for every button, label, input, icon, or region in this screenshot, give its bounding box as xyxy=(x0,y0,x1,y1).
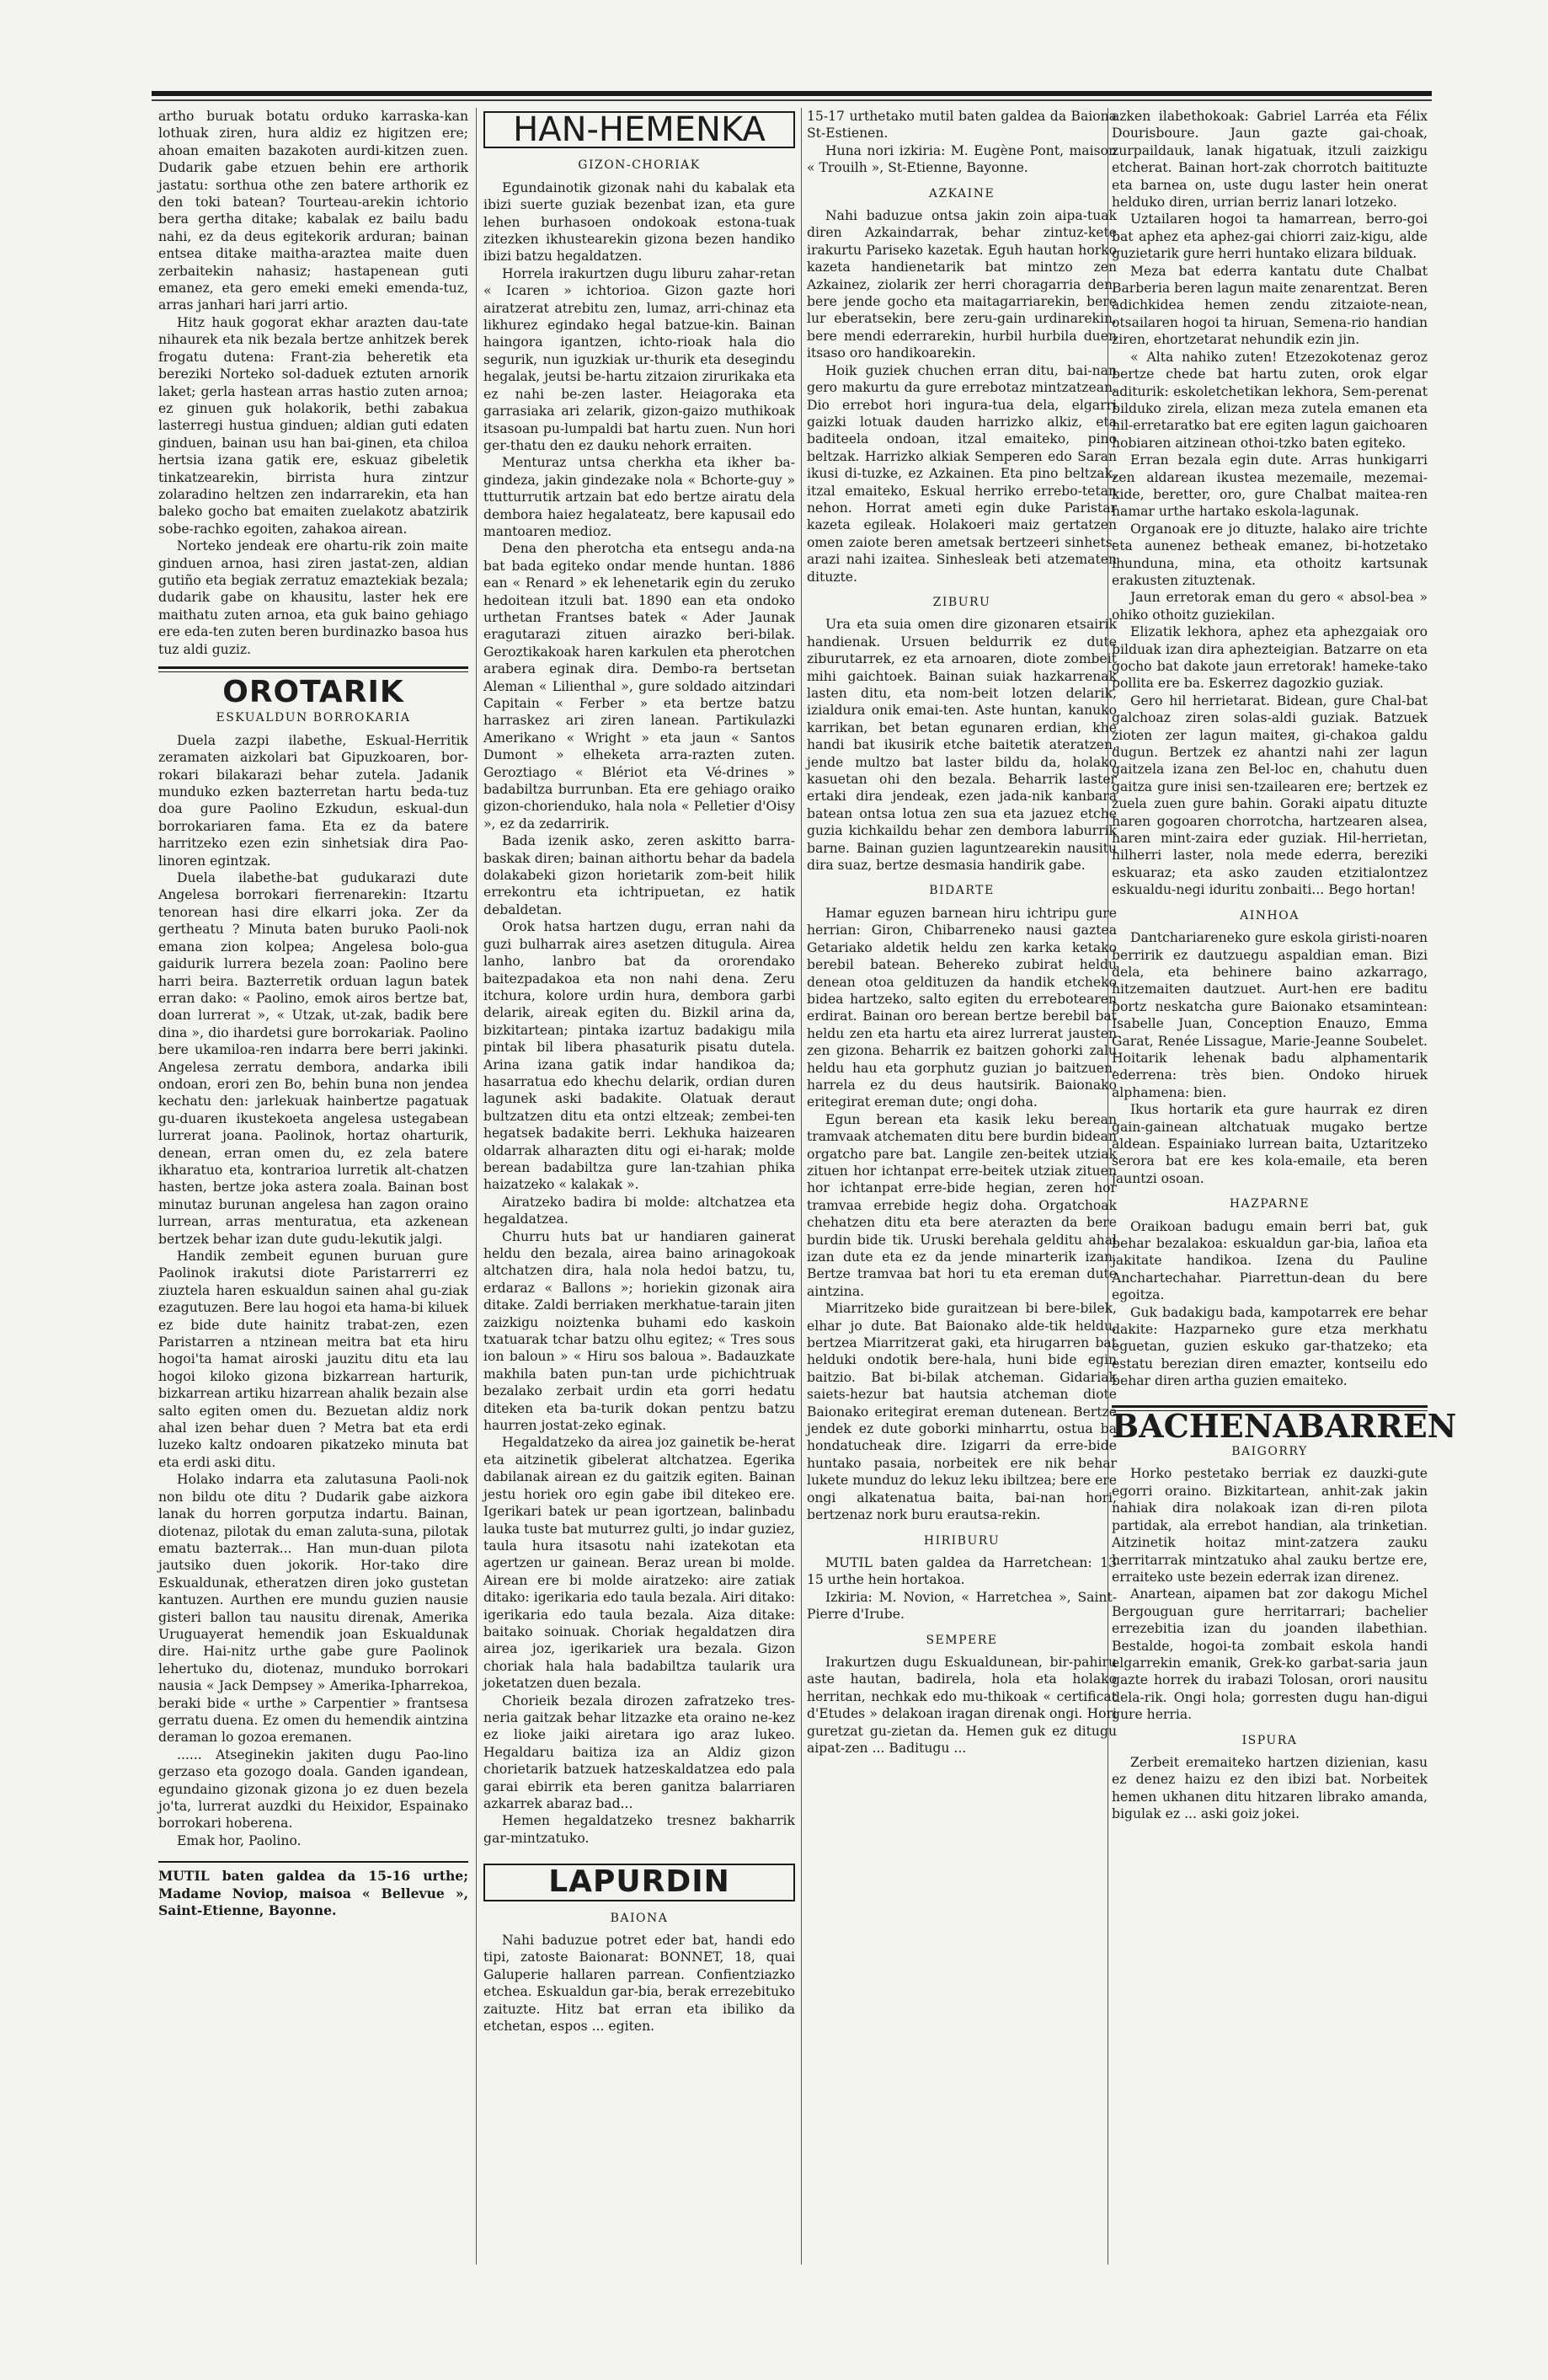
column-1 xyxy=(158,108,468,1919)
article-paragraph: Hoik guziek chuchen erran ditu, bai-nan gero makurtu da gure errebotaz mintzatzean. Dio errebot hori ingura-tua dela, elgarri gaizki lotuak dauden harrizko alkiz, eta baditeela ondoan, itzal emaiteko, pino beltzak. Harrizko alkiak Semperen edo Saran ikusi di-tuzke, ez Azkainen. Eta pino beltzak, itzal emaiteko, Eskual herriko errebo-tetan nehon. Horrat ameti egin duke Paristar kazeta egileak. Holakoeri maiz gertatzen omen zaiote beren ametsak bertzeeri sinhets-arazi nahi izaitea. Sinhesleak beti atzematen dituzte. xyxy=(807,362,1117,585)
article-paragraph: Bada izenik asko, zeren askitto barra-baskak diren; bainan aithortu behar da badela dolakabeki gizon horietarik zom-beit hilik errekontru eta ichtripuetan, ez hatik debaldetan. xyxy=(483,833,795,917)
article-paragraph: Uztailaren hogoi ta hamarrean, berro-goi bat aphez eta aphez-gai chiorri zaiz-kigu, alde guzietarik gure herri huntako elizara bilduak. xyxy=(1112,211,1428,262)
article-paragraph: Oraikoan badugu emain berri bat, guk behar bezalakoa: eskualdun gar-bia, lañoa eta jakitate handikoa. Izena du Pauline Anchartechahar. Piarrettun-dean du bere egoitza. xyxy=(1112,1218,1428,1303)
article-paragraph: Dantchariareneko gure eskola giristi-noaren berririk ez dautzuegu aspaldian eman. Bizi dela, eta behinere baino azkarrago, hitzemaiten dautzuet. Aurt-hen ere baditu bortz neskatcha gure Baionako etsamintean: Isabelle Juan, Conception Enauzo, Emma Garat, Renée Lissague, Marie-Jeanne Soubelet. Hoitarik lehenak badu alphamentarik ederrena: très bien. Ondoko hiruek alphamena: bien. xyxy=(1112,930,1428,1100)
subsection-title: ESKUALDUN BORROKARIA xyxy=(216,711,411,725)
top-rule-thin xyxy=(152,99,1432,101)
article-paragraph: Duela ilabethe-bat gudukarazi dute Angelesa borrokari fierrenarekin: Itzartu tenorean hasi dire elkarri joka. Zer da gertheatu ? Minuta baten buruko Paoli-nok emana zion kolpea; Angelesa bolo-gua gaidurik lurrera bezela zoan: Paolino bere harri beira. Bazterretik orduan lagun batek erran dako: « Paolino, emok airos bertze bat, doan lurrerat », « Utzak, ut-zak, badik bere dina », dio ihardetsi gure borrokariak. Paolino bere ukamiloa-ren indarra bere berri jakinki. Angelesa zerratu dembora, andarka ibili ondoan, erori zen Bo, behin buna non jendea kechatu den: jarlekuak hainbertze pagatuak gu-duaren ikustekoeta angelesa ustegabean lurrerat joana. Paolinok, hortaz oharturik, denean, erran omen du, ez zela batere ikharatuo eta, kontrarioa lurretik alt-chatzen hasten, bertze joka astera zoala. Bainan bost minutaz burunan angelesa han zagon oraino lurrean, arras menturatua, eta azkenean bertzek behar izan dute gudu-lekutik jalgi. xyxy=(158,870,468,1247)
article-paragraph: Emak hor, Paolino. xyxy=(177,1832,302,1848)
subsection-title: BIDARTE xyxy=(929,884,995,898)
article-paragraph: Egundainotik gizonak nahi du kabalak eta ibizi suerte guziak bezenbat izan, eta gure lehen burhasoen ondokoak estona-tuak zitezken ikhustearekin gizona bezen handiko ibizi batzu hegaldatzen. xyxy=(483,179,795,265)
article-paragraph: Huna nori izkiria: M. Eugène Pont, maison « Trouilh », St-Etienne, Bayonne. xyxy=(807,142,1117,176)
article-paragraph: Elizatik lekhora, aphez eta aphezgaiak oro bilduak izan dira aphezteigian. Batzarre on eta gocho bat dakote jaun erretorak! hameke-tako pollita ere ba. Eskerrez dagozkio guziak. xyxy=(1112,624,1428,692)
article-paragraph: Izkiria: M. Novion, « Harretchea », Saint-Pierre d'Irube. xyxy=(807,1589,1117,1623)
subsection-title: GIZON-CHORIAK xyxy=(578,158,701,173)
article-paragraph: Miarritzeko bide guraitzean bi bere-bilek, elhar jo dute. Bat Baionako alde-tik heldu, bertzea Miarritzerat gaki, eta hirugarren bat helduki ondotik bere-hala, huni bide egin baitzio. Bat bi-bilak atcheman. Gidariak saiets-hezur bat hautsia atcheman diote Baionako eritegirat ereman dutenean. Bertze jendek ez dute goborki minharrtu, ostua ba hondatucheak dire. Izigarri da erre-bide huntako pasaia, norbeitek ere nik behar lukete munduz do lekuz leku ibiltzea; bere ere ongi alkatenatua baita, bai-nan hori, bertzenaz nork buru erautsa-rekin. xyxy=(807,1301,1117,1523)
article-paragraph: Nahi baduzue potret eder bat, handi edo tipi, zatoste Baionarat: BONNET, 18, quai Galuperie hallaren parrean. Confientziazko etchea. Eskualdun gar-bia, berak errezebituko zaituzte. Hitz bat erran eta ibiliko da etchetan, espos ... egiten. xyxy=(483,1933,795,2035)
article-paragraph: Nahi baduzue ontsa jakin zoin aipa-tuak diren Azkaindarrak, behar zintuz-kete irakurtu Pariseko kazetak. Eguh hautan horko kazeta handienetarik bat mintzo zen Azkainez, ziolarik zer herri choragarria den, bere jende gocho eta maitagarriarekin, bere lur eberatsekin, bere zeru-gain urdinarekin, bere mendi ederrarekin, hurbil hurbila duen itsaso oro handikoarekin. xyxy=(807,208,1117,361)
section-title-han-hemenka: HAN-HEMENKA xyxy=(513,110,766,149)
article-paragraph: « Alta nahiko zuten! Etzezokotenaz geroz bertze chede bat hartu zuten, orok elgar aditurik: eskoletchetikan lekhora, Sem-perenat bilduko zirela, elizan meza zutela emanen eta hil-erretaratko bat ere egiten lagun gaichoaren hobiaren aitzinean othoi-tzko baten egiteko. xyxy=(1112,349,1428,451)
article-paragraph: artho buruak botatu orduko karraska-kan lothuak ziren, hura aldiz ez higitzen ere; ahoan emaiten bazakoten aurdi-kitzen zuen. Dudarik gabe etzuen behin ere arthorik jastatu: sorthua othe zen batere arthorik ez den toki batean? Tourteau-arekin ichtorio bera gertha ditake; kabalak ez bailu badu nahi, ez da deus egitekorik arduran; bainan entsea ditake maitha-araztea maite duen zerbaitekin nahasiz; hastapenean guti emanez, eta gero emeki emeki emenda-tuz, arras janhari hari jarri artio. xyxy=(158,109,468,313)
article-paragraph: Zerbeit eremaiteko hartzen dizienian, kasu ez denez haizu ez den ibizi bat. Norbeitek hemen ukhanen ditu hitzaren librako amanda, bigulak ez ... aski goiz jokei. xyxy=(1112,1754,1428,1822)
article-paragraph: Airatzeko badira bi molde: altchatzea eta hegaldatzea. xyxy=(483,1194,795,1227)
subsection-title: ISPURA xyxy=(1241,1733,1298,1747)
article-paragraph: Erran bezala egin dute. Arras hunkigarri zen aldarean ikustea mezemaile, mezemai-kide, beretter, oro, gure Chalbat maitea-ren hamar urthe hartako eskola-lagunak. xyxy=(1112,452,1428,520)
article-paragraph: Dena den pherotcha eta entsegu anda-na bat bada egiteko ondar mende huntan. 1886 ean « Renard » ek lehenetarik egin du zeruko hedoitean itzuli bat. 1890 ean eta ondoko urthetan Frantses batek « Ader Jaunak eragutarazi zituen airazko beri-bilak. Geroztikakoak haren karkulen eta pherotchen arabera eginak dira. Dembo-ra bertsetan Aleman « Lilienthal », gure soldado aitzindari Capitain « Ferber » eta bertze batzu harraskez ari ziren lanean. Partikulazki Amerikano « Wright » eta jaun « Santos Dumont » elheketa arra-razten zuten. Geroztiago « Blériot eta Vé-drines » badabiltza burrunban. Eta ere gehiago oraiko gizon-chorienduko, hala nola « Pelletier d'Oisy », ez da zedarririk. xyxy=(483,541,795,832)
article-paragraph: ...... Atseginekin jakiten dugu Pao-lino gerzaso eta gozogo doala. Ganden igandean, egundaino gizonak gizona jo ez duen bezela jo'ta, lurrerat auzdki du Heixidor, Espainako borrokari hoberena. xyxy=(158,1746,468,1832)
subsection-title: AZKAINE xyxy=(928,186,996,201)
subsection-title: BAIONA xyxy=(610,1911,669,1925)
article-paragraph: Jaun erretorak eman du gero « absol-bea » ohiko othoitz guziekilan. xyxy=(1112,590,1428,623)
article-paragraph: Hamar eguzen barnean hiru ichtripu gure herrian: Giron, Chibarreneko nausi gaztea Getariako aldetik heldu zen karka ketako berebil batean. Behereko zubirat heldu denean otoa geldituzen da handik etcheko bidea hartzeko, salto egiten du errebotearen erdirat. Bainan oro berean bertze berebil bat heldu zen eta hartu eta airez lurrerat jausten zen gizona. Beharrik ez baitzen gohorki zalu heldu hau eta gorphutz guzian jo baitzuen, harrela ez du deus hautsirik. Baionako eritegirat ereman dute; ongi doha. xyxy=(807,905,1117,1110)
subsection-title: HAZPARNE xyxy=(1229,1197,1310,1211)
article-paragraph: Egun berean eta kasik leku berean tramvaak atchematen ditu bere burdin bidean orgatcho pare bat. Langile zen-beitek utziak zituen hor ichtanpat erre-beitek utziak zituen hor ichtanpat erre-bide hegian, zeren hor tramvaa errebide hegiz doha. Orgatchoak chehatzen ditu eta bere aterazten da bere burdin bide tik. Uruski berehala gelditu ahal izan dute eta ez da jende minarterik izan. Bertze tramvaa bat hori tu eta ereman dute aintzina. xyxy=(807,1111,1117,1299)
section-rule xyxy=(158,666,468,672)
article-paragraph: Ura eta suia omen dire gizonaren etsairik handienak. Ursuen beldurrik ez dute ziburutarrek, ez eta arnoaren, diote zombeit mihi gaichtoek. Bainan suiak hazkarrenak lasten ditu, eta nom-beit lotzen delarik, izialdura onik emai-ten. Aste huntan, kanuko karrikan, bet betan egunaren erdian, khe handi bat ikusirik etche baitetik ateratzen, jende multzo bat laster bildu da, holako kasuetan ohi den bezala. Beharrik laster ertaki dira jendeak, ezen jada-nik kanbara batean ontsa lotua zen sua eta jazuez etche guzia kichkaildu behar zen dembora laburrik barne. Bainan guzien laguntzearekin nausitu dira suaz, bertze desmasia handirik gabe. xyxy=(807,617,1117,874)
article-paragraph: Duela zazpi ilabethe, Eskual-Herritik zeramaten aizkolari bat Gipuzkoaren, bor-rokari bilakarazi behar zutela. Jadanik munduko ezken bazterretan hartu beda-tuz doa gure Paolino Ezkudun, eskual-dun borrokariaren fama. Eta ez da batere harritzeko ezen ezin sinhetsiak dira Pao-linoren egintzak. xyxy=(158,732,468,869)
column-4 xyxy=(1112,108,1457,1823)
article-paragraph: Churru huts bat ur handiaren gainerat heldu den bezala, airea baino arinagokoak altchatzen dira, hala nola hedoi batzu, tu, erdaraz « Ballons »; horiekin gizonak aira ditake. Zaldi berriaken merkhatue-tarain jiten zaizkigu noiztenka buhami edo kaskoin txatuarak tchar batzu olhu egitez; « Tres sous ion baloun » « Hiru sos baloua ». Badauzkate makhila baten pun-tan urde pichichtruak bezalako zerbait urdin eta gorri hedatu diteken eta ba-turik dokan pentzu batzu haurren jostat-zeko eginak. xyxy=(483,1228,795,1434)
article-paragraph: Hemen hegaldatzeko tresnez bakharrik gar-mintzatuko. xyxy=(483,1813,795,1846)
article-paragraph: azken ilabethokoak: Gabriel Larréa eta Félix Dourisboure. Jaun gazte gai-choak, zurpaildauk, lanak higatuak, itzuli zaizkigu etcherat. Bainan hort-zak chorrotch baitituzte eta barnea on, uste dugu laster hein onerat helduko diren, urrian berriz lanari lotzeko. xyxy=(1112,109,1428,211)
section-title-lapurdin: LAPURDIN xyxy=(548,1864,730,1900)
subsection-title: HIRIBURU xyxy=(923,1533,1001,1548)
notice-paragraph: MUTIL baten galdea da 15-16 urthe; Madame Noviop, maisoa « Bellevue », Saint-Etienne, Bayonne. xyxy=(158,1868,468,1919)
article-paragraph: Hitz hauk gogorat ekhar arazten dau-tate nihaurek eta nik bezala bertze anhitzek berek frogatu dutena: Frant-zia beheretik eta bereziki Norteko sol-daduek eztuten arnorik laket; gerla hastean arras hastio zuten arnoa; ez ginuen guk holakorik, bethi zabakua lasterregi hustua ginduen; aldian guti edaten ginduen, bainan usu han bai-ginen, eta chiloa hertsia izana gatik ere, eskuaz gibeletik tinkatzearekin, birrista hura zintzur zolaradino heltzen zen indarrarekin, eta han baleko gocho bat emaiten zuelakotz abatzirik sobe-rachko egoiten, zahakoa airean. xyxy=(158,314,468,537)
subsection-title: AINHOA xyxy=(1240,908,1300,923)
title-box-lapurdin xyxy=(483,1864,795,1901)
article-paragraph: Orok hatsa hartzen dugu, erran nahi da guzi bulharrak aireз asetzen ditugula. Airea lanho, lanbro bat da ororendako baitezpadakoa eta non nahi dena. Zeru itchura, kolore urdin hura, dembora garbi delarik, aireak egiten du. Bizkil arina da, bizkitartean; pintaka izartuz badakigu mila pintak bil libera phasaturik pisatu dutela. Arina izana gatik indar handikoa da; hasarratua edo khechu delarik, ordian duren lagunek aski badakite. Olatuak deraut bultzatzen ditu eta ontzi eltzeak; zembei-ten hegatsek badakite berri. Lekhuka haizearen oldarrak alharazten ditu ogi ei-harak; molde berean badabiltza gure lan-tzahian phika haizatzeko « kalakak ». xyxy=(483,919,795,1193)
article-paragraph: 15-17 urthetako mutil baten galdea da Baiona St-Estienen. xyxy=(807,109,1117,142)
column-3 xyxy=(807,108,1117,1757)
article-paragraph: Ikus hortarik eta gure haurrak ez diren gain-gainean altchatuak mugako bertze aldean. Espainiako lurrean baita, Uztaritzeko serora bat ere kes kola-emaile, eta beren jauntzi osoan. xyxy=(1112,1102,1428,1186)
column-separator xyxy=(801,108,802,2265)
column-separator xyxy=(476,108,477,2265)
article-paragraph: Hegaldatzeko da airea joz gainetik be-herat eta aitzinetik gibelerat altchatzea. Egerika dabilanak airean ez du gaitzik egiten. Bainan jestu horiek oro egin gabe ibil ditekeo ere. Igerikari batek ur pean igortzean, balinbadu lauka tuste bat muturrez gulti, jo indar guziez, taula hura itsasotu nahi izatekotan eta agertzen ur gainean. Beraz urean bi molde. Airean ere bi molde airatzeko: aire zatiak ditako: igerikaria edo taula bezala. Airi ditako: igerikaria edo taula bezala. Aiza ditake: baitako soinuak. Choriak hegaldatzen dira airea joz, igerikariek ura bezala. Gizon choriak hala hala badabiltza taularik ura joketatzen duen bezala. xyxy=(483,1435,795,1692)
subsection-title: SEMPERE xyxy=(926,1633,998,1647)
column-2 xyxy=(483,108,795,2035)
subsection-title: BAIGORRY xyxy=(1231,1445,1308,1459)
article-paragraph: Norteko jendeak ere ohartu-rik zoin maite ginduen arnoa, hasi ziren jastat-zen, aldian gutiño eta begiak zerratuz emaztekiak bezala; dudarik gabe on khausitu, laster hek ere maithatu zuten arnoa, eta guk baino gehiago ere eda-ten zuten beren burdinazko basoa hus tuz aldi guziz. xyxy=(158,538,468,657)
article-paragraph: Menturaz untsa cherkha eta ikher ba-gindeza, jakin gindezake nola « Bchorte-guy » ttutturrutik artzain bat edo bertze airatu dela dembora haiez hegalateatz, bere kapusail edo mantoaren medioz. xyxy=(483,455,795,539)
article-paragraph: Organoak ere jo dituzte, halako aire trichte eta aunenez betheak emanez, bi-hotzetako ihunduna, mina, eta othoitz kartsunak erakusten zituztenak. xyxy=(1112,521,1428,588)
title-box-han-hemenka xyxy=(483,111,795,148)
article-paragraph: Anartean, aipamen bat zor dakogu Michel Bergouguan gure herritarrari; bachelier errezebitia izan du joanden ilabethian. Bestalde, hogoi-ta zombait eskola handi elgarrekin emanik, Grek-ko garbat-saria jaun gazte horrek du irabazi Tolosan, orori nausitu dela-rik. Ongi hola; gorresten dugu han-digui gure herria. xyxy=(1112,1586,1428,1723)
section-title-bachenabarren: BACHENABARREN xyxy=(1112,1406,1457,1445)
article-paragraph: Meza bat ederra kantatu dute Chalbat Barberia beren lagun maite zenarentzat. Beren adichkidea hemen zendu zitzaiote-nean, otsailaren hogoi ta hiruan, Semena-rio handian ziren, ehortzetarat nehundik ezin jin. xyxy=(1112,263,1428,348)
subsection-title: ZIBURU xyxy=(932,595,991,609)
note-rule xyxy=(158,1861,468,1863)
article-paragraph: Holako indarra eta zalutasuna Paoli-nok non bildu ote ditu ? Dudarik gabe aizkora lanak du horren gorputza indartu. Bainan, diotenaz, pilotak du eman zaluta-suna, pilotak ematu bazterrak... Han mun-duan pilota jautsiko duen jokorik. Hor-tako dire Eskualdunak, etheratzen diren joko gustetan kantuzen. Aurthen ere mundu guzien nausie gisteri ballon tau nausitu direnak, Amerika Uruguayerat hemendik joan Eskualdunak dire. Hai-nitz urthe gabe gure Paolinok lehertuko du, diotenaz, munduko borrokari nausia « Jack Dempsey » Amerika-Ipharrekoa, beraki bide « urthe » Carpentier » frantsesa gerratu duena. Ez omen du hemendik aintzina deraman lo gozoa eremanen. xyxy=(158,1472,468,1746)
article-paragraph: Guk badakigu bada, kampotarrek ere behar dakite: Hazparneko gure etza merkhatu eguetan, guzien eskuko gar-thatzeko; eta estatu berezian diren emazter, kontseilu edo behar diren artha guzien emaiteko. xyxy=(1112,1304,1428,1389)
article-paragraph: Gero hil herrietarat. Bidean, gure Chal-bat galchoaz ziren solas-aldi guziak. Batzuek zioten zer lagun maiteя, gi-chakoa galdu dugun. Bertzek ez ahantzi nahi zer lagun gaitzela izana zen Bel-loc en, chahutu duen gaitza gure inisi sen-tzailearen ere; bertzek ez zuela zuen gure bahin. Goraki aipatu dituzte haren gogoaren chorrotcha, hartzearen alsea, haren mint-zaira eder guziak. Hil-herrietan, hilherri laster, nola mede ederra, bereziki eskuaraz; eta asko zauden etzitialontzez eskualdu-negi iduritu zonbaiti... Bego hortan! xyxy=(1112,693,1428,898)
article-paragraph: MUTIL baten galdea da Harretchean: 13 15 urthe hein hortakoa. xyxy=(807,1554,1117,1588)
article-paragraph: Chorieik bezala dirozen zafratzeko tres-neria gaitzak behar litzazke eta oraino ne-kez ez lioke jaiki airetara igo araz lukeo. Hegaldaru baitiza iza an Aldiz gizon chorietarik batzuek hatzeskaldatzea edo pala garai ebirrik eta beren ganitza balarriaren azkarrek abaraz bad... xyxy=(483,1693,795,1811)
article-paragraph: Horrela irakurtzen dugu liburu zahar-retan « Icaren » ichtorioa. Gizon gazte hori airatzerat atrebitu zen, lumaz, arri-chinaz eta likhurez egindako hegal batzue-kin. Bainan haingora igantzen, ichto-rioak hala dio segurik, nun iguzkiak ur-thurik eta desegindu hegalak, jeutsi be-hartu zitzaion zirurikaka eta ez nahi be-zen laster. Heiagoraka eta garrasiaka ari zelarik, gizon-gaizo muthikoak itsasoan pu-lumpaldi bat hartu zuen. Nun hori ger-thatu den ez dauku nehork erraiten. xyxy=(483,265,795,453)
section-title-orotarik: OROTARIK xyxy=(222,675,404,709)
top-rule xyxy=(152,91,1432,96)
article-paragraph: Handik zembeit egunen buruan gure Paolinok irakutsi diote Paristarrerri ez ziuztela haren eskualdun sainen ahal gu-ziak ezagutuzen. Bere lau hogoi eta hama-bi kiluek ez bide dute hainitz trabat-zen, ezen Paristarren a ntzinean meitra bat eta hiru hogoi'ta hamat airoski jauzitu ditu eta lau hogoi kiloko gizona bizkarrean harturik, bizkarrean artiku hizarrean ahalik bezain alse salto egiten omen du. Bezuetan aldiz nork ahal izen behar duen ? Metra bat eta erdi luzeko kaltz ondoaren pikatzeko minuta bat eta erdi aski ditu. xyxy=(158,1249,468,1470)
article-paragraph: Horko pestetako berriak ez dauzki-gute egorri oraino. Bizkitartean, anhit-zak jakin nahiak dira nolakoak izan di-ren pilota partidak, ala errebot handian, ala trinketian. Aitzinetik hoitaz mint-zatzera zauku herritarrak mintzatuko ahal zauku bertze ere, erraiteko uste bezein ederrak izan direnez. xyxy=(1112,1466,1428,1585)
article-paragraph: Irakurtzen dugu Eskualdunean, bir-pahiru aste hautan, badirela, hola eta holako herritan, nechkak edo mu-thikoak « certificat d'Etudes » delakoan iragan direnak ongi. Hori guretzat gu-zietan da. Hemen guk ez ditugu aipat-zen ... Baditugu ... xyxy=(807,1654,1117,1756)
